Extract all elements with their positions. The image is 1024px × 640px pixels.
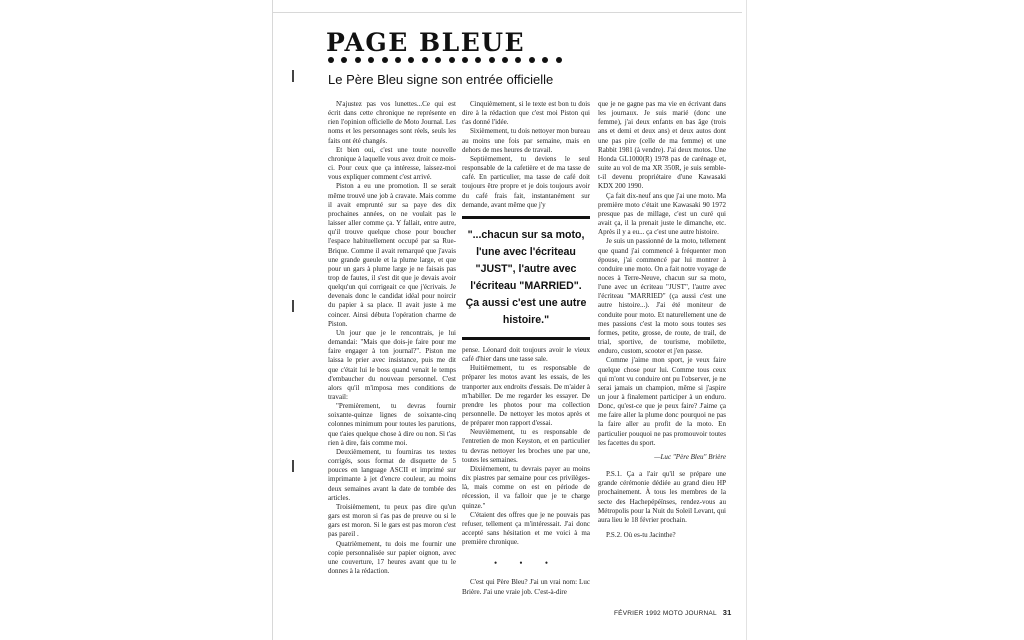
- paragraph: Sixièmement, tu dois nettoyer mon bureau au moins une fois par semaine, mais en dehors de mes heures de travail.: [462, 127, 590, 154]
- paragraph: Et bien oui, c'est une toute nouvelle chronique à laquelle vous avez droit ce mois-ci. Pour ceux que ça intéresse, laissez-moi vous expliquer comment c'est arrivé.: [328, 145, 456, 182]
- paragraph: N'ajustez pas vos lunettes...Ce qui est écrit dans cette chronique ne représente en rien l'opinion officielle de Moto Journal. Les noms et les personnages sont réels, seuls les faits ont été changés.: [328, 100, 456, 145]
- article-column-2: [462, 100, 590, 597]
- paragraph: Dixièmement, tu devrais payer au moins dix piastres par semaine pour ces privilèges-là, mais comme on est en période de récession, il va falloir que je te charge quinze.": [462, 464, 590, 510]
- article-column-3: [598, 100, 726, 540]
- paragraph: que je ne gagne pas ma vie en écrivant dans les journaux. Je suis marié (donc une femme), j'ai deux enfants en bas âge (trois ans et demi et deux ans) et deux autos dont une pas pire (celle de ma femme) et une Rabbit 1981 (à vendre). J'ai deux motos. Une Honda GL1000(R) 1978 pas de carénage et, suite au vol de ma XR 350R, je suis semble-t-il devenu propriétaire d'une Kawasaki KDX 200 1990.: [598, 100, 726, 191]
- paragraph: Comme j'aime mon sport, je veux faire quelque chose pour lui. Comme tous ceux qui m'ont vu conduire ont pu l'observer, je ne serai jamais un champion, même si j'aspire un jour à finalement participer à un enduro. Donc, qu'est-ce que je peux faire? J'aime ça me faire aller la plume donc pourquoi ne pas la faire aller au profit de la moto. En particulier pouquoi ne pas promouvoir toutes les facettes du sport.: [598, 356, 726, 447]
- paragraph: Huitièmement, tu es responsable de préparer les motos avant les essais, de les tranporter aux endroits d'essais. De m'aider à m'habiller. De me regarder les essayer. De prendre les photos pour ma collection personnelle. De nettoyer les motos après et de préparer mon rapport d'essai.: [462, 364, 590, 428]
- pull-quote: "...chacun sur sa moto, l'une avec l'écriteau "JUST", l'autre avec l'écriteau "MARRIED". Ça aussi c'est une autre histoire.": [462, 216, 590, 340]
- article-column-1: [328, 100, 456, 576]
- page-number: 31: [722, 608, 732, 617]
- scan-edge-right: [746, 0, 747, 640]
- paragraph: C'étaient des offres que je ne pouvais pas refuser, tellement ça m'intéressait. J'ai donc accepté sans hésitation et me voici à ma première chronique.: [462, 510, 590, 547]
- paragraph: pense. Léonard doit toujours avoir le vieux café d'hier dans une tasse sale.: [462, 345, 590, 364]
- paragraph: Septièmement, tu deviens le seul responsable de la cafetière et de ma tasse de café. En particulier, ma tasse de café doit toujours être propre et je dois toujours avoir du café frais fait, instantanément sur demande, avant même que j'y: [462, 154, 590, 209]
- issue-label: FÉVRIER 1992 MOTO JOURNAL: [614, 610, 717, 617]
- paragraph: Quatrièmement, tu dois me fournir une copie personnalisée sur papier oignon, avec une couverture, 17 heures avant que tu le donnes à la rédaction.: [328, 539, 456, 575]
- dot-divider: [328, 57, 562, 63]
- paragraph: Troisièmement, tu peux pas dire qu'un gars est moron si t'as pas de preuve ou si le gars est moron. Si le gars est pas moron c'est pas pareil .: [328, 502, 456, 539]
- postscript: P.S.2. Où es-tu Jacinthe?: [606, 531, 676, 540]
- paragraph: Piston a eu une promotion. Il se serait même trouvé une job à cravate. Mais comme il avait emprunté sur sa paye des dix prochaines années, on ne voulait pas le laisser aller comme ça. Y fallait, entre autre, qu'il trouve quelque chose pour boucher l'espace habituellement occupé par sa Rue-Brique. Comme il avait remarqué que j'avais une grande gueule et la plume large, et que pour un gars à plume large je ne faisais pas trop de fautes, il s'est dit que je devais avoir quelqu'un qui corrigeait ce que j'écrivais. Je devenais donc le candidat idéal pour noircir du papier à sa place. Il avait juste à me coincer. Ainsi débuta l'opération charme de Piston.: [328, 182, 456, 328]
- paragraph: Un jour que je le rencontrais, je lui demandai: "Mais que dois-je faire pour me faire engager à ton journal?". Piston me laissa le prier avec insistance, puis me dit que c'était lui le boss quand venait le temps d'embaucher du nouveau personnel. C'est alors qu'il m'imposa mes conditions de travail:: [328, 328, 456, 401]
- paragraph: Je suis un passionné de la moto, tellement que quand j'ai commencé à fréquenter mon épouse, j'ai commencé par lui montrer à conduire une moto. On a fait notre voyage de noces à Terre-Neuve, chacun sur sa moto, l'une avec un écriteau "JUST", l'autre avec l'écriteau "MARRIED" (ça aussi c'est une autre histoire...). J'ai été moniteur de conduite pour moto. Et naturellement une de mes passions c'est la moto sous toutes ses formes, petite, grosse, de route, de trail, de trial, sportive, de tourisme, mobilette, enduro, custom, scooter et j'en passe.: [598, 237, 726, 356]
- scan-edge-top: [272, 12, 742, 13]
- page-footer: [614, 608, 732, 617]
- author-signature: —Luc "Père Bleu" Brière: [654, 452, 726, 461]
- paragraph: Neuvièmement, tu es responsable de l'entretien de mon Keyston, et en particulier tu devras nettoyer les broches une par une, toutes les semaines.: [462, 428, 590, 464]
- paragraph: Deuxièmement, tu fourniras tes textes corrigés, sous format de disquette de 5 pouces en language ASCII et imprimé sur imprimante à jet d'encre couleur, au moins deux semaines avant la date de tombée des articles.: [328, 447, 456, 502]
- section-separator: • • •: [494, 558, 558, 569]
- paragraph: "Premièrement, tu devras fournir soixante-quinze lignes de soixante-cinq colonnes minimum pour toutes les parutions, que t'aies quelque chose à dire ou non. Si t'as rien à dire, fais comme moi.: [328, 402, 456, 447]
- postscript: P.S.1. Ça a l'air qu'il se prépare une grande cérémonie dédiée au grand dieu HP prochainement. À tous les membres de la secte des Hachepépéïnses, rendez-vous au Métropolis pour la Nuit du Soleil Levant, qui aura lieu le 18 février prochain.: [598, 470, 726, 524]
- paragraph: C'est qui Père Bleu? J'ai un vrai nom: Luc Brière. J'ai une vraie job. C'est-à-dire: [462, 578, 590, 596]
- magazine-page: [278, 14, 743, 634]
- page-subtitle: Le Père Bleu signe son entrée officielle: [328, 72, 554, 87]
- page-title: PAGE BLEUE: [326, 28, 526, 57]
- scan-edge-left: [272, 0, 273, 640]
- paragraph: Cinquièmement, si le texte est bon tu dois dire à la rédaction que c'est moi Piston qui t'as donné l'idée.: [462, 100, 590, 127]
- paragraph: Ça fait dix-neuf ans que j'ai une moto. Ma première moto c'était une Kawasaki 90 1972 presque pas de millage, c'est un curé qui avait ça, il la prenait juste le dimanche, etc. Après il y a eu... ça c'est une autre histoire.: [598, 191, 726, 237]
